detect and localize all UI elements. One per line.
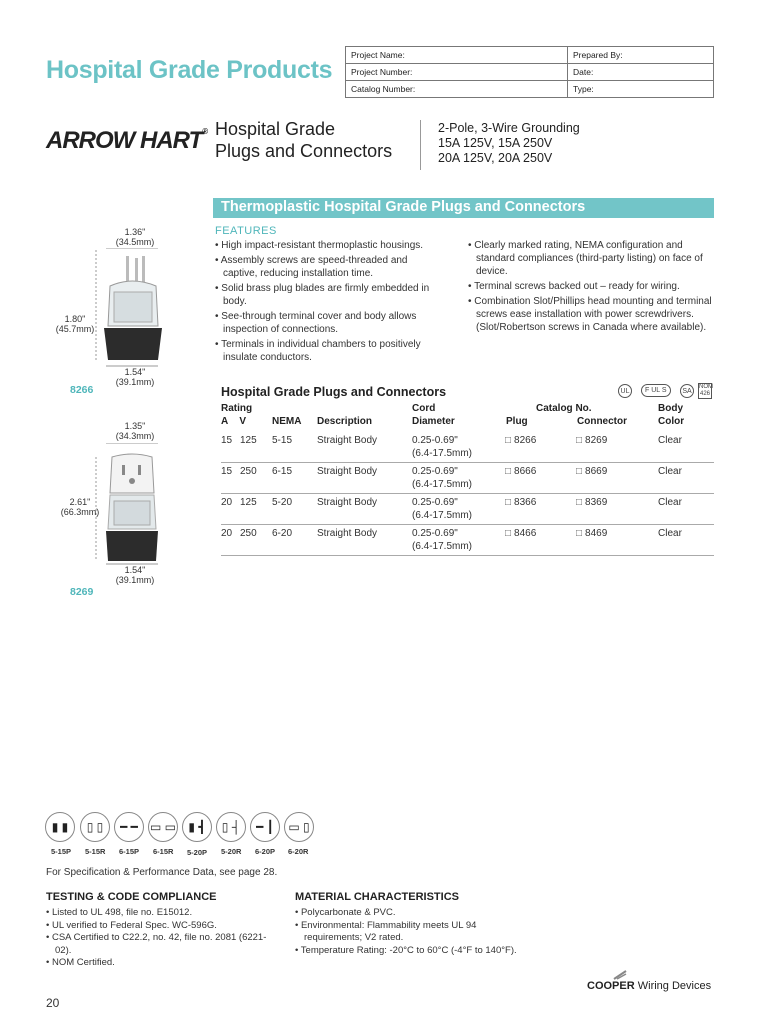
- page-number: 20: [46, 996, 60, 1010]
- diameter-in: 0.25-0.69": [412, 528, 458, 539]
- diameter-in: 0.25-0.69": [412, 497, 458, 508]
- product-specs: [438, 121, 580, 166]
- cell-a: 20: [221, 528, 233, 539]
- spec-line-3: 20A 125V, 20A 250V: [438, 151, 553, 165]
- diameter-in: 0.25-0.69": [412, 466, 458, 477]
- cell-plug-checkbox[interactable]: □ 8366: [505, 496, 536, 509]
- cell-color: Clear: [658, 497, 682, 508]
- cell-description: Straight Body: [317, 497, 378, 508]
- cell-description: Straight Body: [317, 466, 378, 477]
- header-cord: [412, 402, 455, 428]
- cell-plug-checkbox[interactable]: □ 8666: [505, 465, 536, 478]
- cooper-logo: [587, 980, 711, 992]
- table-row: [221, 525, 714, 556]
- dim-value: 1.36": [124, 227, 146, 237]
- product-title-line1: Hospital Grade: [215, 119, 336, 139]
- features-right-list: [468, 239, 714, 336]
- ul-classified-icon: F UL S: [641, 384, 671, 397]
- feature-item: • Terminal screws backed out – ready for wiring.: [468, 280, 714, 293]
- header-cord-label: Cord: [412, 403, 436, 414]
- material-list: [295, 907, 535, 957]
- page-title: Hospital Grade Products: [46, 56, 333, 84]
- cell-nema: 6-15: [272, 466, 293, 477]
- catalog-table-title: Hospital Grade Plugs and Connectors: [221, 385, 447, 399]
- diameter-mm: (6.4-17.5mm): [412, 448, 473, 459]
- diameter-mm: (6.4-17.5mm): [412, 510, 473, 521]
- header-body-color: [658, 402, 684, 428]
- arrow-hart-logo: [46, 127, 207, 155]
- plug-bottom-dimension: [100, 367, 170, 387]
- dim-value-metric: (66.3mm): [60, 507, 100, 517]
- nema-5-15p-icon: ▮ ▮: [45, 812, 75, 842]
- prepared-by-field[interactable]: Prepared By:: [568, 47, 714, 64]
- dim-value: 1.35": [124, 421, 146, 431]
- cell-nema: 5-20: [272, 497, 293, 508]
- brand-bold: COOPER: [587, 980, 635, 992]
- spec-line-1: 2-Pole, 3-Wire Grounding: [438, 121, 580, 135]
- dim-value: 1.54": [124, 565, 146, 575]
- header-plug: Plug: [506, 416, 528, 427]
- cell-nema: 5-15: [272, 435, 293, 446]
- type-field[interactable]: Type:: [568, 81, 714, 98]
- nema-6-15r-icon: ▭ ▭: [148, 812, 178, 842]
- connector-bottom-dimension: [100, 565, 170, 585]
- nema-label: 5-15R: [85, 847, 106, 856]
- nema-6-15p-icon: ━ ━: [114, 812, 144, 842]
- cell-connector-checkbox[interactable]: □ 8669: [576, 465, 607, 478]
- header-a: A: [221, 416, 229, 427]
- table-row: [221, 432, 714, 463]
- features-heading: FEATURES: [215, 225, 277, 237]
- cell-diameter: [412, 465, 472, 491]
- testing-item: • NOM Certified.: [46, 957, 271, 970]
- nema-6-20r-icon: ▭ ▯: [284, 812, 314, 842]
- cell-color: Clear: [658, 466, 682, 477]
- feature-item: • Clearly marked rating, NEMA configuration and standard compliances (third-party listing) on face of device.: [468, 239, 714, 278]
- cell-color: Clear: [658, 435, 682, 446]
- cell-nema: 6-20: [272, 528, 293, 539]
- nom-cert-icon: NOM 426: [699, 384, 713, 397]
- cell-v: 125: [240, 435, 257, 446]
- testing-heading: TESTING & CODE COMPLIANCE: [46, 891, 217, 903]
- cell-v: 250: [240, 466, 257, 477]
- feature-item: • See-through terminal cover and body allows inspection of connections.: [215, 310, 437, 336]
- dim-value: 1.54": [124, 367, 146, 377]
- nema-5-20p-icon: ▮ ┫: [182, 812, 212, 842]
- dim-value-metric: (39.1mm): [115, 377, 155, 387]
- cell-diameter: [412, 496, 472, 522]
- csa-cert-icon: SA: [680, 384, 694, 398]
- header-catalog-no: Catalog No.: [536, 403, 592, 414]
- nema-label: 5-20P: [187, 848, 208, 857]
- project-info-table: [345, 46, 714, 98]
- cell-connector-checkbox[interactable]: □ 8269: [576, 434, 607, 447]
- dim-value-metric: (45.7mm): [55, 324, 95, 334]
- cell-connector-checkbox[interactable]: □ 8469: [576, 527, 607, 540]
- brand-rest: Wiring Devices: [637, 980, 712, 992]
- testing-item: • CSA Certified to C22.2, no. 42, file no. 2081 (6221-02).: [46, 932, 271, 957]
- dim-value-metric: (39.1mm): [115, 575, 155, 585]
- cell-description: Straight Body: [317, 528, 378, 539]
- cell-a: 20: [221, 497, 233, 508]
- connector-top-dimension: [100, 421, 170, 441]
- brand-reg-mark: ®: [202, 127, 208, 136]
- feature-item: • Assembly screws are speed-threaded and captive, reducing installation time.: [215, 254, 437, 280]
- header-body-label: Body: [658, 403, 683, 414]
- header-rating-label: Rating: [221, 403, 253, 414]
- nema-label: 6-20P: [255, 847, 276, 856]
- cell-diameter: [412, 527, 472, 553]
- cell-v: 250: [240, 528, 257, 539]
- product-code-8269: 8269: [70, 586, 94, 598]
- feature-item: • Combination Slot/Phillips head mounting and terminal screws ease installation with power screwdrivers. (Slot/Robertson screws in Canada where available).: [468, 295, 714, 334]
- material-item: • Polycarbonate & PVC.: [295, 907, 535, 920]
- testing-list: [46, 907, 271, 970]
- table-row: [221, 463, 714, 494]
- nema-label: 5-20R: [221, 847, 242, 856]
- nema-label: 5-15P: [51, 847, 72, 856]
- feature-item: • Terminals in individual chambers to positively insulate conductors.: [215, 338, 437, 364]
- nema-6-20p-icon: ━ ┃: [250, 812, 280, 842]
- project-name-field[interactable]: Project Name:: [346, 47, 568, 64]
- table-row: [221, 494, 714, 525]
- cell-plug-checkbox[interactable]: □ 8266: [505, 434, 536, 447]
- spec-line-2: 15A 125V, 15A 250V: [438, 136, 553, 150]
- cell-a: 15: [221, 435, 233, 446]
- header-description: Description: [317, 416, 373, 427]
- cell-v: 125: [240, 497, 257, 508]
- project-number-field[interactable]: Project Number:: [346, 64, 568, 81]
- cooper-mark-icon: [612, 968, 628, 980]
- catalog-number-field[interactable]: Catalog Number:: [346, 81, 568, 98]
- nema-label: 6-15P: [119, 847, 140, 856]
- cell-connector-checkbox[interactable]: □ 8369: [576, 496, 607, 509]
- nema-5-20r-icon: ▯ ┤: [216, 812, 246, 842]
- header-color-label: Color: [658, 416, 685, 427]
- ul-cert-icon: UL: [618, 384, 632, 398]
- material-item: • Environmental: Flammability meets UL 94 requirements; V2 rated.: [295, 920, 535, 945]
- header-diameter-label: Diameter: [412, 416, 455, 427]
- feature-item: • Solid brass plug blades are firmly embedded in body.: [215, 282, 437, 308]
- testing-item: • Listed to UL 498, file no. E15012.: [46, 907, 271, 920]
- section-band: Thermoplastic Hospital Grade Plugs and Connectors: [213, 198, 714, 218]
- feature-item: • High impact-resistant thermoplastic housings.: [215, 239, 437, 252]
- material-heading: MATERIAL CHARACTERISTICS: [295, 891, 459, 903]
- testing-item: • UL verified to Federal Spec. WC-596G.: [46, 920, 271, 933]
- cell-description: Straight Body: [317, 435, 378, 446]
- nema-label: 6-20R: [288, 847, 309, 856]
- nema-label: 6-15R: [153, 847, 174, 856]
- plug-top-dimension: [100, 227, 170, 247]
- product-title-line2: Plugs and Connectors: [215, 141, 393, 161]
- diameter-mm: (6.4-17.5mm): [412, 479, 473, 490]
- dim-value-metric: (34.3mm): [115, 431, 155, 441]
- dim-value: 1.80": [64, 314, 86, 324]
- dim-value: 2.61": [69, 497, 91, 507]
- spec-reference: For Specification & Performance Data, see page 28.: [46, 867, 278, 878]
- title-divider: [420, 120, 421, 170]
- cell-color: Clear: [658, 528, 682, 539]
- nema-5-15r-icon: ▯ ▯: [80, 812, 110, 842]
- plug-side-dimension: [46, 314, 104, 334]
- dim-value-metric: (34.5mm): [115, 237, 155, 247]
- connector-side-dimension: [52, 497, 108, 517]
- date-field[interactable]: Date:: [568, 64, 714, 81]
- features-left-list: [215, 239, 437, 366]
- diameter-in: 0.25-0.69": [412, 435, 458, 446]
- header-nema: NEMA: [272, 416, 302, 427]
- cell-a: 15: [221, 466, 233, 477]
- brand-name: ARROW HART: [46, 127, 203, 154]
- product-title: [215, 118, 392, 162]
- product-code-8266: 8266: [70, 384, 94, 396]
- header-connector: Connector: [577, 416, 627, 427]
- header-rating: [221, 402, 252, 428]
- diameter-mm: (6.4-17.5mm): [412, 541, 473, 552]
- cell-plug-checkbox[interactable]: □ 8466: [505, 527, 536, 540]
- cell-diameter: [412, 434, 472, 460]
- header-v: V: [239, 416, 247, 427]
- material-item: • Temperature Rating: -20°C to 60°C (-4°F to 140°F).: [295, 945, 535, 958]
- plug-8266-image: [92, 248, 172, 368]
